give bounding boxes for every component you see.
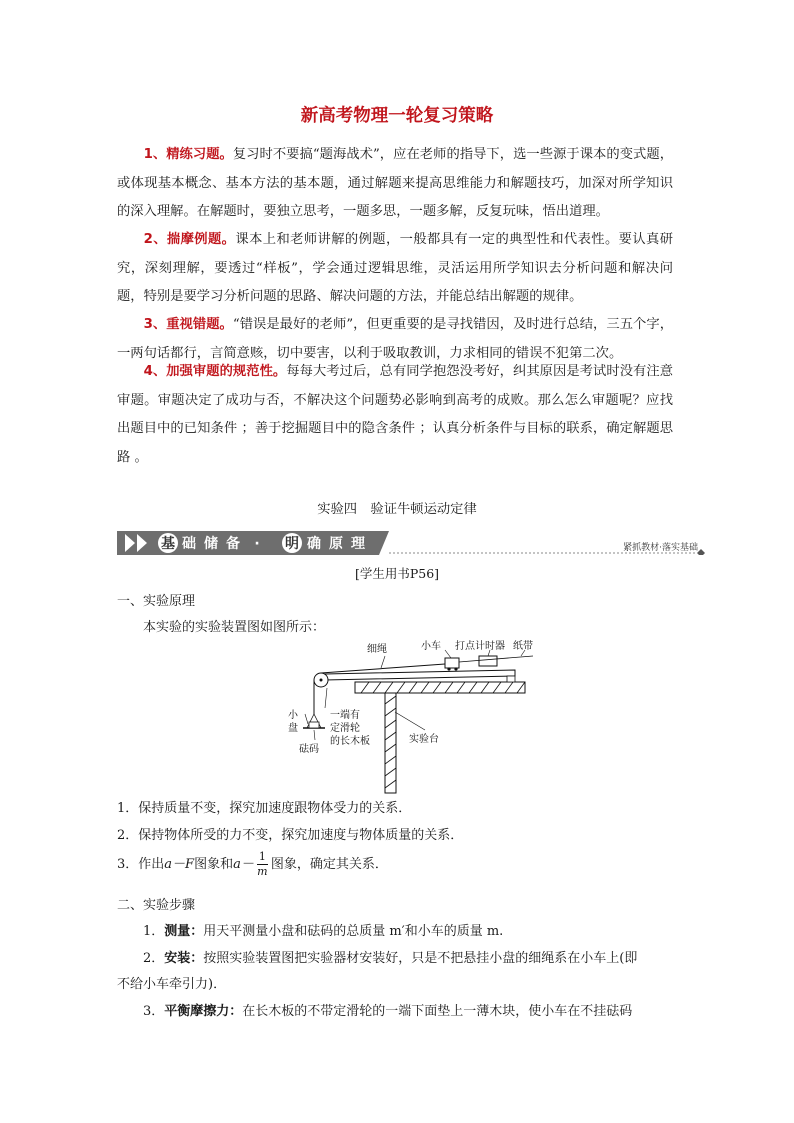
label-rope: 细绳 (367, 644, 387, 655)
strategy-paragraph-1 (117, 141, 673, 227)
banner-diamond (697, 549, 705, 555)
strategy-lead-4: 4、加强审题的规范性。 (143, 364, 287, 379)
principle-item-2: 2．保持物体所受的力不变，探究加速度与物体质量的关系． (117, 828, 464, 843)
banner-ribbon (117, 531, 389, 555)
label-pan-1: 小 (288, 710, 298, 721)
step-2-text-line1: 按照实验装置图把实验器材安装好，只是不把悬挂小盘的细绳系在小车上(即 (203, 951, 638, 966)
item3-prefix: 3．作出 (117, 857, 165, 872)
step-1-text: 用天平测量小盘和砝码的总质量 m′和小车的质量 m. (203, 924, 504, 939)
principle-item-3 (117, 850, 388, 880)
book-reference: [学生用书P56] (354, 566, 440, 581)
page-title: 新高考物理一轮复习策略 (300, 106, 494, 126)
step-1-num: 1． (143, 924, 165, 939)
step-2-continued: 不给小车牵引力)． (117, 977, 227, 992)
label-board-1: 一端有 (330, 710, 360, 721)
label-board-2: 定滑轮 (330, 723, 360, 734)
label-board-3: 的长木板 (330, 736, 370, 747)
cart-wheel-1 (447, 667, 450, 670)
step-3-label: 平衡摩擦力： (164, 1004, 243, 1019)
item3-suffix: 图象，确定其关系． (270, 857, 388, 872)
strategy-paragraph-2 (117, 226, 673, 312)
strategy-lead-3: 3、重视错题。 (143, 317, 233, 332)
principle-item-1: 1．保持质量不变，探究加速度跟物体受力的关系． (117, 801, 412, 816)
principle-intro: 本实验的实验装置图如图所示： (143, 620, 326, 635)
label-tape: 纸带 (513, 641, 533, 652)
strategy-text-2: 课本上和老师讲解的例题，一般都具有一定的典型性和代表性。要认真研究，深刻理解，要透过“样板”，学会通过逻辑思维，灵活运用所学知识去分析问题和解决问题，特别是要学习分析问题的思路、解决问题的方法，并能总结出解题的规律。 (117, 232, 673, 304)
timer (479, 656, 497, 666)
banner-right-text: 紧抓教材·落实基础 (623, 543, 698, 553)
strategy-text-1: 复习时不要搞“题海战术”，应在老师的指导下，选一些源于课本的变式题，或体现基本概念、基本方法的基本题，通过解题来提高思维能力和解题技巧，加深对所学知识的深入理解。在解题时，要独立思考，一题多思，一题多解，反复玩味，悟出道理。 (117, 147, 673, 219)
banner-char-3: 储 (204, 536, 218, 552)
step-3 (143, 1000, 632, 1019)
item3-mid: 图象和 (194, 857, 234, 872)
item3-expr1: a－F (164, 857, 195, 872)
table-leg (385, 693, 396, 793)
experiment-title: 实验四 验证牛顿运动定律 (317, 502, 477, 517)
banner-char-5: · (254, 536, 260, 552)
fraction-one-over-m (257, 850, 268, 879)
step-2-label: 安装： (164, 951, 204, 966)
strategy-lead-1: 1、精练习题。 (143, 147, 233, 162)
banner-char-9: 理 (351, 536, 365, 552)
label-cart: 小车 (421, 641, 441, 652)
step-1-label: 测量： (164, 924, 204, 939)
step-3-num: 3． (143, 1004, 165, 1019)
banner-char-1: 基 (161, 536, 175, 552)
banner-char-8: 原 (329, 536, 343, 552)
long-board (325, 670, 515, 680)
item3-expr2: a－ (233, 857, 254, 872)
banner-char-6: 明 (285, 536, 299, 552)
principle-heading: 一、实验原理 (117, 594, 196, 609)
strategy-text-3: “错误是最好的老师”，但更重要的是寻找错因，及时进行总结，三五个字，一两句话都行，言简意赅，切中要害，以利于吸取教训，力求相同的错误不犯第二次。 (117, 317, 673, 361)
strategy-lead-2: 2、揣摩例题。 (143, 232, 236, 247)
banner-char-4: 备 (226, 536, 240, 552)
pulley-axle (320, 679, 323, 682)
label-table: 实验台 (409, 734, 439, 745)
apparatus-diagram (285, 636, 555, 796)
step-3-text: 在长木板的不带定滑轮的一端下面垫上一薄木块，使小车在不挂砝码 (242, 1004, 633, 1019)
weight-block (309, 722, 319, 728)
step-2 (143, 947, 637, 966)
step-1 (143, 920, 503, 939)
steps-heading: 二、实验步骤 (117, 898, 196, 913)
fraction-denominator: m (257, 865, 268, 878)
banner-char-7: 确 (307, 536, 321, 552)
banner-char-2: 础 (182, 536, 196, 552)
label-pan-2: 盘 (288, 723, 298, 734)
cart (445, 658, 459, 668)
thin-block (507, 676, 515, 682)
label-timer: 打点计时器 (455, 641, 505, 652)
step-2-num: 2． (143, 951, 165, 966)
strategy-paragraph-4 (117, 358, 673, 472)
strategy-text-4: 每每大考过后，总有同学抱怨没考好，纠其原因是考试时没有注意审题。审题决定了成功与否，不解决这个问题势必影响到高考的成败。那么怎么审题呢？应找出题目中的已知条件 ；善于挖掘题目中的隐含条件 ；认真分析条件与目标的联系，确定解题思路 。 (117, 364, 673, 465)
cart-wheel-2 (454, 667, 457, 670)
section-banner (117, 531, 707, 555)
label-weights: 砝码 (299, 744, 319, 755)
fraction-numerator: 1 (258, 850, 266, 863)
